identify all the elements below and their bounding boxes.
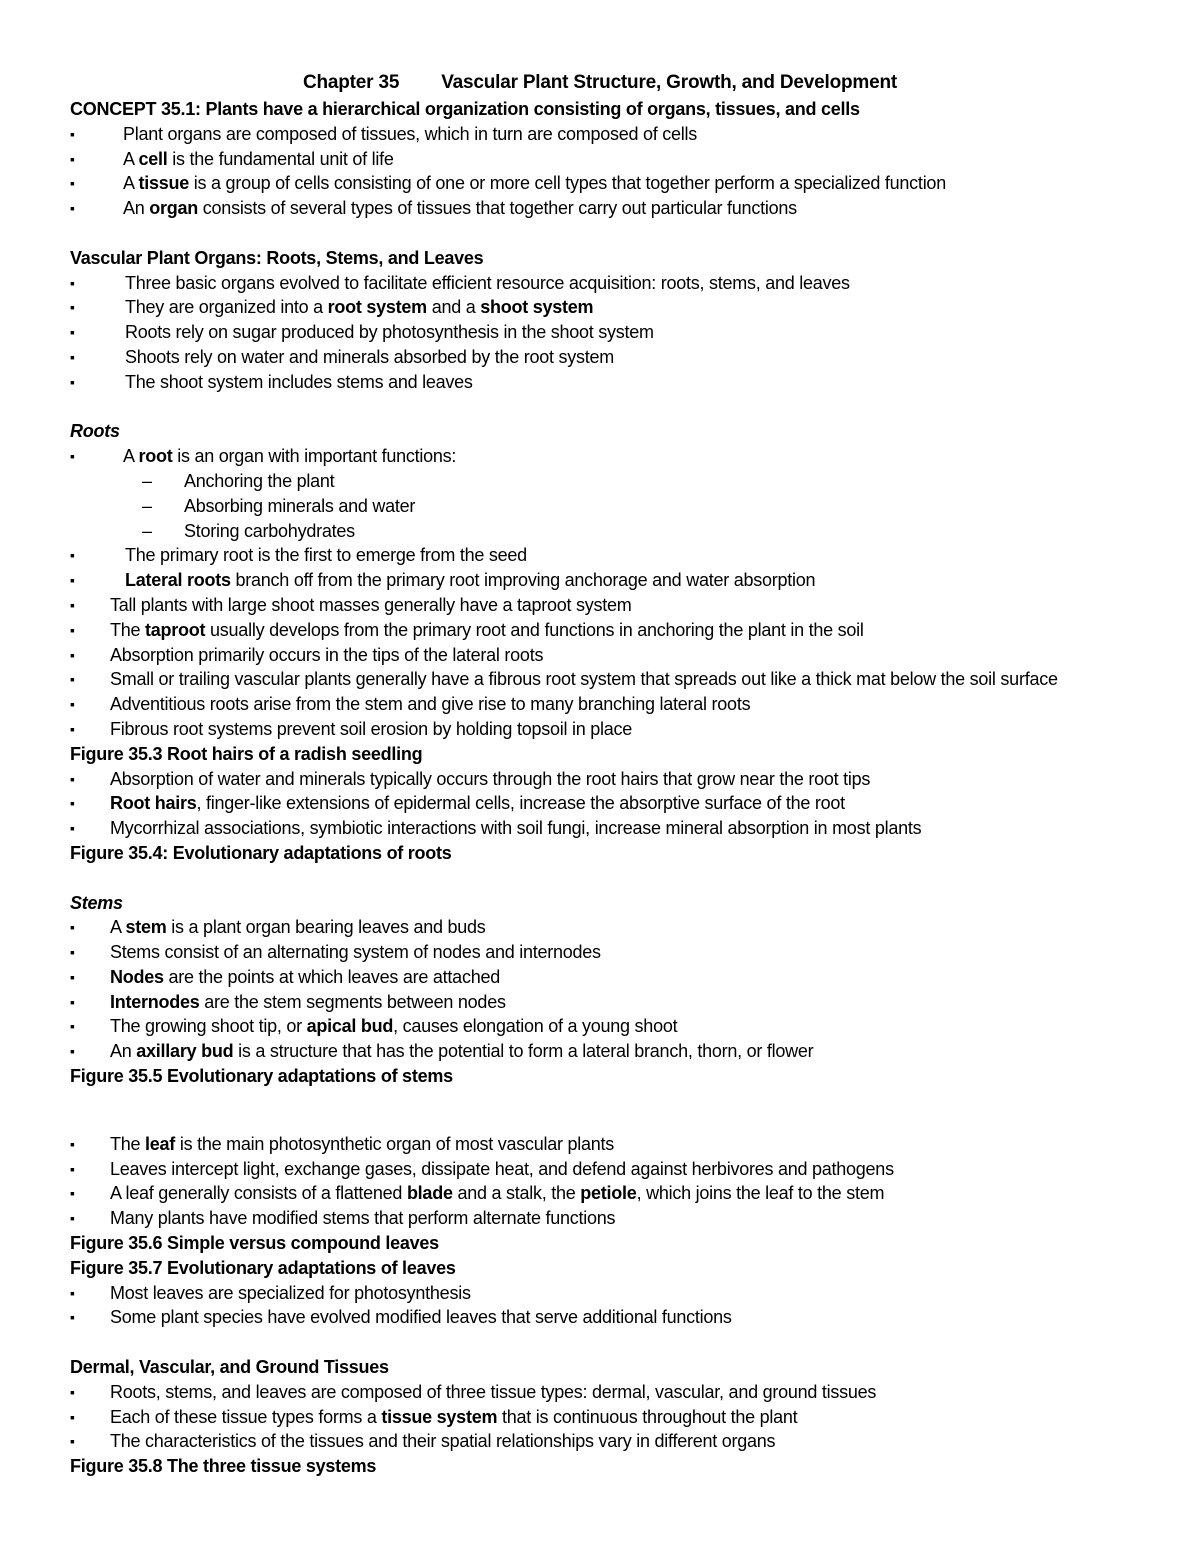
list-item: ▪ The growing shoot tip, or apical bud, causes elongation of a young shoot [70, 1014, 1180, 1039]
list-item: ▪ Root hairs, finger-like extensions of epidermal cells, increase the absorptive surface of the root [70, 791, 1180, 816]
list-item: ▪ Plant organs are composed of tissues, which in turn are composed of cells [70, 122, 1180, 147]
bullet-icon: ▪ [70, 1309, 75, 1326]
list-item: ▪ Tall plants with large shoot masses generally have a taproot system [70, 593, 1180, 618]
list-item: ▪ A stem is a plant organ bearing leaves and buds [70, 915, 1180, 940]
sub-list-item: – Storing carbohydrates [70, 519, 1180, 544]
bullet-icon: ▪ [70, 373, 75, 390]
list-item: ▪ A tissue is a group of cells consisting of one or more cell types that together perform a specialized function [70, 171, 1180, 196]
bullet-icon: ▪ [70, 274, 75, 291]
bullet-icon: ▪ [70, 324, 75, 341]
list-item: ▪ They are organized into a root system and a shoot system [70, 295, 1180, 320]
key-term: root system [327, 297, 427, 318]
list-item: ▪ Roots rely on sugar produced by photosynthesis in the shoot system [70, 320, 1180, 345]
key-term: leaf [145, 1133, 176, 1154]
bullet-icon: ▪ [70, 1284, 75, 1301]
bullet-icon: ▪ [70, 547, 75, 564]
list-item: ▪ Absorption of water and minerals typically occurs through the root hairs that grow near the root tips [70, 767, 1180, 792]
figure-caption: Figure 35.6 Simple versus compound leaves [70, 1233, 439, 1254]
key-term: Nodes [110, 966, 164, 987]
dash-icon: – [142, 470, 152, 491]
bullet-icon: ▪ [70, 1185, 75, 1202]
key-term: root [138, 446, 173, 467]
key-term: shoot system [480, 297, 594, 318]
list-item: ▪ Shoots rely on water and minerals absorbed by the root system [70, 345, 1180, 370]
section-heading: Vascular Plant Organs: Roots, Stems, and Leaves [70, 247, 484, 268]
concept-heading: CONCEPT 35.1: Plants have a hierarchical organization consisting of organs, tissues, and cells [70, 99, 860, 119]
dash-icon: – [142, 495, 152, 516]
list-item: ▪ Roots, stems, and leaves are composed of three tissue types: dermal, vascular, and ground tissues [70, 1380, 1180, 1405]
bullet-icon: ▪ [70, 299, 75, 316]
list-item: ▪ Three basic organs evolved to facilitate efficient resource acquisition: roots, stems, and leaves [70, 271, 1180, 296]
chapter-name: Vascular Plant Structure, Growth, and Development [441, 72, 897, 93]
list-item: ▪ An organ consists of several types of tissues that together carry out particular functions [70, 196, 1180, 221]
bullet-icon: ▪ [70, 919, 75, 936]
dash-icon: – [142, 520, 152, 541]
figure-caption: Figure 35.5 Evolutionary adaptations of stems [70, 1066, 453, 1087]
bullet-icon: ▪ [70, 720, 75, 737]
key-term: petiole [580, 1183, 637, 1204]
bullet-icon: ▪ [70, 820, 75, 837]
list-item: ▪ Adventitious roots arise from the stem and give rise to many branching lateral roots [70, 692, 1180, 717]
key-term: tissue system [381, 1406, 498, 1427]
bullet-icon: ▪ [70, 1043, 75, 1060]
key-term: apical bud [306, 1016, 394, 1037]
bullet-icon: ▪ [70, 1433, 75, 1450]
figure-caption: Figure 35.8 The three tissue systems [70, 1456, 377, 1477]
bullet-icon: ▪ [70, 795, 75, 812]
document-body [70, 97, 1180, 1479]
bullet-icon: ▪ [70, 448, 75, 465]
list-item: ▪ The taproot usually develops from the primary root and functions in anchoring the plant in the soil [70, 618, 1180, 643]
bullet-icon: ▪ [70, 993, 75, 1010]
list-item: ▪ The leaf is the main photosynthetic organ of most vascular plants [70, 1132, 1180, 1157]
list-item: ▪ The primary root is the first to emerge from the seed [70, 543, 1180, 568]
list-item: ▪ The characteristics of the tissues and their spatial relationships vary in different organs [70, 1429, 1180, 1454]
list-item: ▪ Small or trailing vascular plants generally have a fibrous root system that spreads out like a thick mat below the soil surface [70, 667, 1180, 692]
list-item: ▪ Mycorrhizal associations, symbiotic interactions with soil fungi, increase mineral absorption in most plants [70, 816, 1180, 841]
bullet-icon: ▪ [70, 646, 75, 663]
list-item: ▪ Stems consist of an alternating system of nodes and internodes [70, 940, 1180, 965]
list-item: ▪ Leaves intercept light, exchange gases, dissipate heat, and defend against herbivores and pathogens [70, 1157, 1180, 1182]
bullet-icon: ▪ [70, 696, 75, 713]
key-term: blade [406, 1183, 453, 1204]
figure-caption: Figure 35.4: Evolutionary adaptations of roots [70, 842, 452, 863]
page-title [0, 72, 1200, 94]
list-item: ▪ A root is an organ with important functions: [70, 444, 1180, 469]
key-term: axillary bud [136, 1041, 234, 1062]
bullet-icon: ▪ [70, 1160, 75, 1177]
list-item: ▪ Most leaves are specialized for photosynthesis [70, 1281, 1180, 1306]
bullet-icon: ▪ [70, 348, 75, 365]
figure-caption: Figure 35.7 Evolutionary adaptations of leaves [70, 1257, 456, 1278]
list-item: ▪ Many plants have modified stems that perform alternate functions [70, 1206, 1180, 1231]
bullet-icon: ▪ [70, 572, 75, 589]
sub-list-item: – Absorbing minerals and water [70, 494, 1180, 519]
key-term: cell [138, 148, 168, 169]
list-item: ▪ Lateral roots branch off from the primary root improving anchorage and water absorption [70, 568, 1180, 593]
list-item: ▪ The shoot system includes stems and leaves [70, 370, 1180, 395]
key-term: tissue [138, 173, 190, 194]
section-heading: Stems [70, 892, 123, 913]
bullet-icon: ▪ [70, 150, 75, 167]
list-item: ▪ Some plant species have evolved modified leaves that serve additional functions [70, 1305, 1180, 1330]
key-term: taproot [145, 619, 206, 640]
chapter-number: Chapter 35 [302, 72, 400, 93]
figure-caption: Figure 35.3 Root hairs of a radish seedling [70, 743, 423, 764]
list-item: ▪ Absorption primarily occurs in the tips of the lateral roots [70, 643, 1180, 668]
key-term: Lateral roots [125, 570, 231, 591]
bullet-icon: ▪ [70, 621, 75, 638]
bullet-icon: ▪ [70, 200, 75, 217]
list-item: ▪ An axillary bud is a structure that has the potential to form a lateral branch, thorn, or flower [70, 1039, 1180, 1064]
list-item: ▪ Fibrous root systems prevent soil erosion by holding topsoil in place [70, 717, 1180, 742]
section-heading: Dermal, Vascular, and Ground Tissues [70, 1357, 389, 1378]
list-item: ▪ Each of these tissue types forms a tissue system that is continuous throughout the plant [70, 1405, 1180, 1430]
key-term: Internodes [110, 991, 200, 1012]
bullet-icon: ▪ [70, 175, 75, 192]
bullet-icon: ▪ [70, 1408, 75, 1425]
key-term: organ [149, 198, 199, 219]
bullet-icon: ▪ [70, 968, 75, 985]
bullet-icon: ▪ [70, 1135, 75, 1152]
bullet-icon: ▪ [70, 596, 75, 613]
list-item: ▪ A cell is the fundamental unit of life [70, 147, 1180, 172]
bullet-icon: ▪ [70, 671, 75, 688]
sub-list-item: – Anchoring the plant [70, 469, 1180, 494]
list-item: ▪ Nodes are the points at which leaves are attached [70, 965, 1180, 990]
section-heading: Roots [70, 421, 120, 442]
bullet-icon: ▪ [70, 125, 75, 142]
key-term: stem [125, 917, 167, 938]
bullet-icon: ▪ [70, 770, 75, 787]
bullet-icon: ▪ [70, 1018, 75, 1035]
list-item: ▪ A leaf generally consists of a flattened blade and a stalk, the petiole, which joins the leaf to the stem [70, 1181, 1180, 1206]
bullet-icon: ▪ [70, 1210, 75, 1227]
key-term: Root hairs [110, 793, 197, 814]
bullet-icon: ▪ [70, 944, 75, 961]
bullet-icon: ▪ [70, 1383, 75, 1400]
list-item: ▪ Internodes are the stem segments between nodes [70, 990, 1180, 1015]
